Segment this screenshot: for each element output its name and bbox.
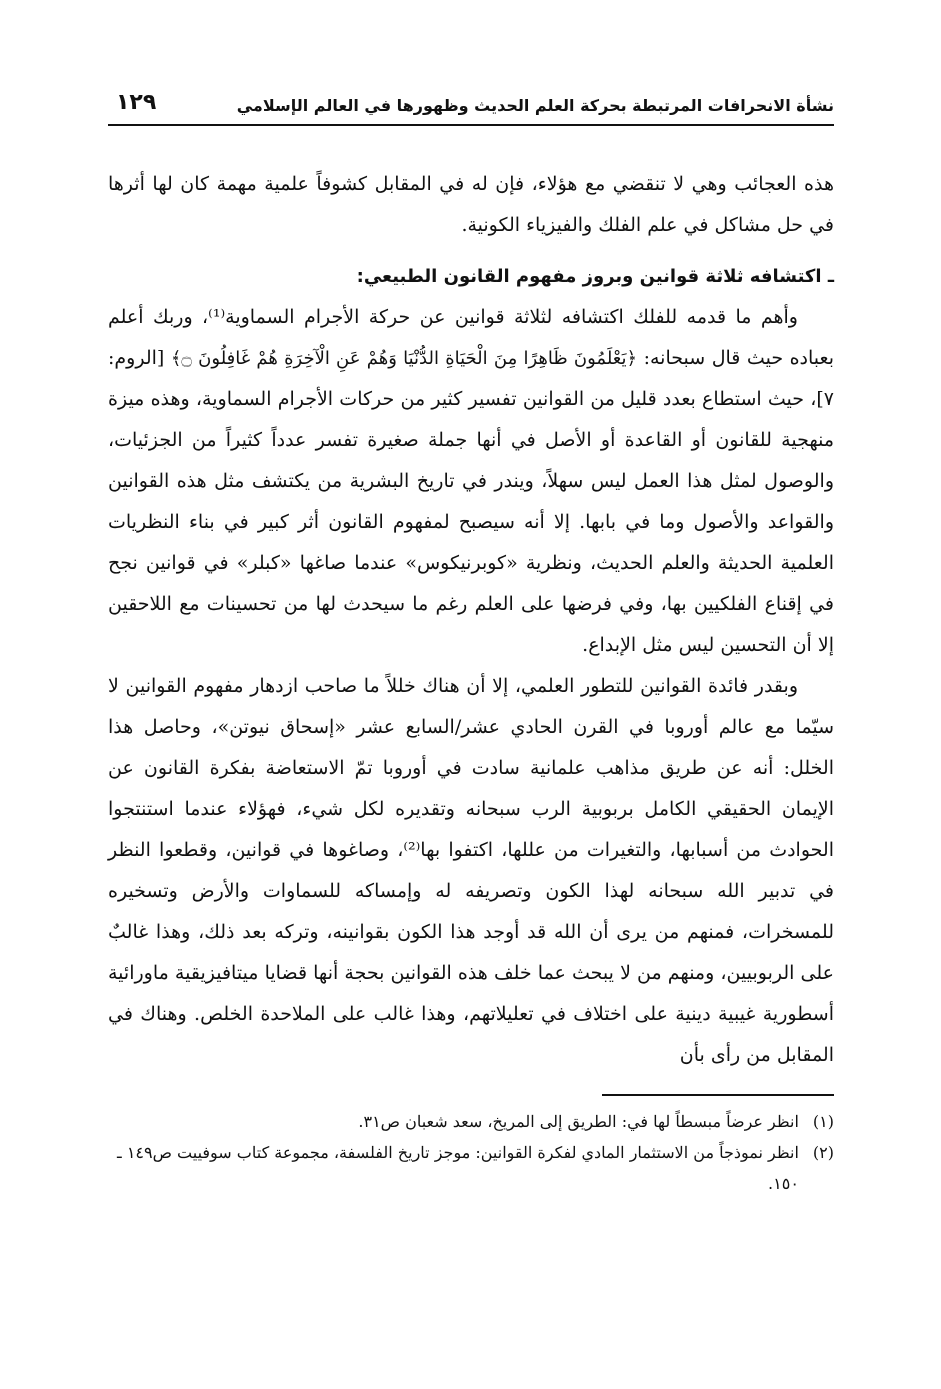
footnote-number: (٢) (812, 1143, 834, 1162)
footnote-1 (108, 1106, 834, 1137)
footnote-2 (108, 1137, 834, 1199)
book-page (108, 78, 834, 1318)
running-header (108, 78, 834, 126)
quran-verse: ﴿يَعْلَمُونَ ظَاهِرًا مِنَ الْحَيَاةِ الدُّنْيَا وَهُمْ عَنِ الْآخِرَةِ هُمْ غَافِلُونَ ۝﴾ (170, 348, 638, 369)
footnote-number: (١) (812, 1112, 834, 1131)
section-heading: ـ اكتشافه ثلاثة قوانين وبروز مفهوم القانون الطبيعي: (356, 266, 834, 287)
paragraph-laws-text: وأهم ما قدمه للفلك اكتشافه لثلاثة قوانين عن حركة الأجرام السماوية⁽¹⁾، وربك أعلم بعباده حيث قال سبحانه: (108, 306, 834, 369)
footnote-text: انظر نموذجاً من الاستثمار المادي لفكرة القوانين: موجز تاريخ الفلسفة، مجموعة كتاب سوفييت ص١٤٩ ـ ١٥٠. (117, 1143, 799, 1193)
paragraph-laws (108, 297, 834, 666)
page-number: ١٢٩ (116, 90, 157, 115)
footnote-text: انظر عرضاً مبسطاً لها في: الطريق إلى المريخ، سعد شعبان ص٣١. (358, 1112, 799, 1131)
paragraph-flaw: وبقدر فائدة القوانين للتطور العلمي، إلا أن هناك خللاً ما صاحب ازدهار مفهوم القوانين لا سيّما مع عالم أوروبا في القرن الحادي عشر/السابع عشر «إسحاق نيوتن»، وحاصل هذا الخلل: أنه عن طريق مذاهب علمانية سادت في أوروبا تمّ الاستعاضة بفكرة القانون عن الإيمان الحقيقي الكامل بربوبية الرب سبحانه وتقديره لكل شيء، فهؤلاء عندما استنتجوا الحوادث من أسبابها، والتغيرات من عللها، اكتفوا بها⁽²⁾، وصاغوها في قوانين، وقطعوا النظر في تدبير الله سبحانه لهذا الكون وتصريفه له وإمساكه للسماوات والأرض وتسخيره للمسخرات، فمنهم من يرى أن الله قد أوجد هذا الكون بقوانينه، وتركه بعد ذلك، وهذا غالبٌ على الربوبيين، ومنهم من لا يبحث عما خلف هذه القوانين بحجة أنها قضايا ميتافيزيقية ماورائية أسطورية غيبية دينية على اختلاف في تعليلاتهم، وهذا غالب على الملاحدة الخلص. وهناك في المقابل من رأى بأن (108, 675, 834, 1066)
paragraph-laws-continuation: [الروم: ٧]، حيث استطاع بعدد قليل من القوانين تفسير كثير من حركات الأجرام السماوية، وهذه ميزة منهجية للقانون أو القاعدة أو الأصل في أنها جملة صغيرة تفسر عدداً كثيراً من الجزئيات، والوصول لمثل هذا العمل ليس سهلاً، ويندر في تاريخ البشرية من يكتشف مثل هذه القوانين والقواعد والأصول وما في بابها. إلا أنه سيصبح لمفهوم القانون أثر كبير في بناء النظريات العلمية الحديثة والعلم الحديث، ونظرية «كوبرنيكوس» عندما صاغها «كبلر» في قوانين نجح في إقناع الفلكيين بها، وفي فرضها على العلم رغم ما سيحدث لها من تحسينات مع اللاحقين إلا أن التحسين ليس مثل الإبداع. (108, 347, 834, 656)
main-text (108, 164, 834, 1076)
intro-paragraph: هذه العجائب وهي لا تنقضي مع هؤلاء، فإن له في المقابل كشوفاً علمية مهمة كان لها أثرها في حل مشاكل في علم الفلك والفيزياء الكونية. (108, 173, 834, 236)
running-title: نشأة الانحرافات المرتبطة بحركة العلم الحديث وظهورها في العالم الإسلامي (236, 96, 834, 115)
footnotes-divider (602, 1094, 834, 1096)
footnotes (108, 1106, 834, 1199)
